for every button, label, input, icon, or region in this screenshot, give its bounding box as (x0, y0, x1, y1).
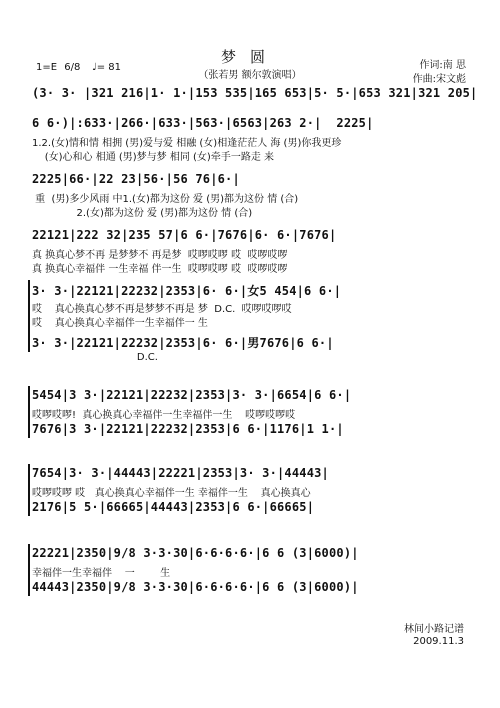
lyric-line: 哎 真心换真心幸福伴一生幸福伴一 生 (32, 318, 208, 329)
composer-credit: 作曲:宋文彪 (412, 74, 466, 85)
system-bracket (28, 544, 30, 596)
tempo-marking: ♩= 81 (92, 62, 121, 73)
lyric-line: 真 换真心幸福伴 一生幸福 伴一生 哎啰哎啰 哎 哎啰哎啰 (32, 264, 288, 275)
notation-row: 44443|2350|9/8 3·3·30|6·6·6·6·|6 6 (3|6000)| (32, 580, 359, 594)
performers: （张若男 额尔敦演唱） (198, 70, 302, 81)
key-signature (36, 62, 80, 73)
lyric-line: 1.2.(女)情和情 相拥 (男)爱与爱 相融 (女)相逢茫茫人 海 (男)你我更珍 (32, 138, 342, 149)
transcription-date: 2009.11.3 (413, 636, 464, 647)
lyric-line: (女)心和心 相通 (男)梦与梦 相同 (女)牵手一路走 来 (32, 152, 275, 163)
lyric-line: 哎啰哎啰! 真心换真心幸福伴一生幸福伴一生 哎啰哎啰哎 (32, 410, 296, 421)
system-bracket (28, 386, 30, 438)
lyric-line: 哎 真心换真心梦不再是梦梦不再是 梦 D.C. 哎啰哎啰哎 (32, 304, 292, 315)
lyric-line: 幸福伴一生幸福伴 一 生 (32, 568, 171, 579)
lyric-line: 哎啰哎啰 哎 真心换真心幸福伴一生 幸福伴一生 真心换真心 (32, 488, 311, 499)
key-label: 1=E (36, 62, 58, 73)
notation-row: 7654|3· 3·|44443|22221|2353|3· 3·|44443| (32, 466, 329, 480)
system-bracket (28, 280, 30, 352)
lyric-line: 重 (男)多少风雨 中1.(女)都为这份 爱 (男)都为这份 情 (合) (32, 194, 299, 205)
notation-row: (3· 3· |321 216|1· 1·|153 535|165 653|5· 5·|653 321|321 205| (32, 86, 478, 100)
notation-row: 2225|66·|22 23|56·|56 76|6·| (32, 172, 240, 186)
time-signature: 6/8 (64, 62, 81, 73)
lyric-line: 2.(女)都为这份 爱 (男)都为这份 情 (合) (32, 208, 253, 219)
notation-row: 3· 3·|22121|22232|2353|6· 6·|女5 454|6 6·| (32, 284, 342, 298)
notation-row: 22121|222 32|235 57|6 6·|7676|6· 6·|7676| (32, 228, 337, 242)
dc-marking: D.C. (32, 352, 158, 363)
transcriber-credit: 林间小路记谱 (404, 624, 464, 635)
system-bracket (28, 464, 30, 516)
notation-row: 3· 3·|22121|22232|2353|6· 6·|男7676|6 6·| (32, 336, 334, 350)
notation-row: 22221|2350|9/8 3·3·30|6·6·6·6·|6 6 (3|6000)| (32, 546, 359, 560)
lyricist-credit: 作词:南 思 (419, 60, 466, 71)
notation-row: 6 6·)|:633·|266·|633·|563·|6563|263 2·| 2225| (32, 116, 374, 130)
notation-row: 5454|3 3·|22121|22232|2353|3· 3·|6654|6 6·| (32, 388, 352, 402)
notation-row: 2176|5 5·|66665|44443|2353|6 6·|66665| (32, 500, 315, 514)
lyric-line: 真 换真心梦不再 是梦梦不 再是梦 哎啰哎啰 哎 哎啰哎啰 (32, 250, 288, 261)
song-title: 梦圆 (220, 48, 279, 66)
notation-row: 7676|3 3·|22121|22232|2353|6 6·|1176|1 1·| (32, 422, 344, 436)
